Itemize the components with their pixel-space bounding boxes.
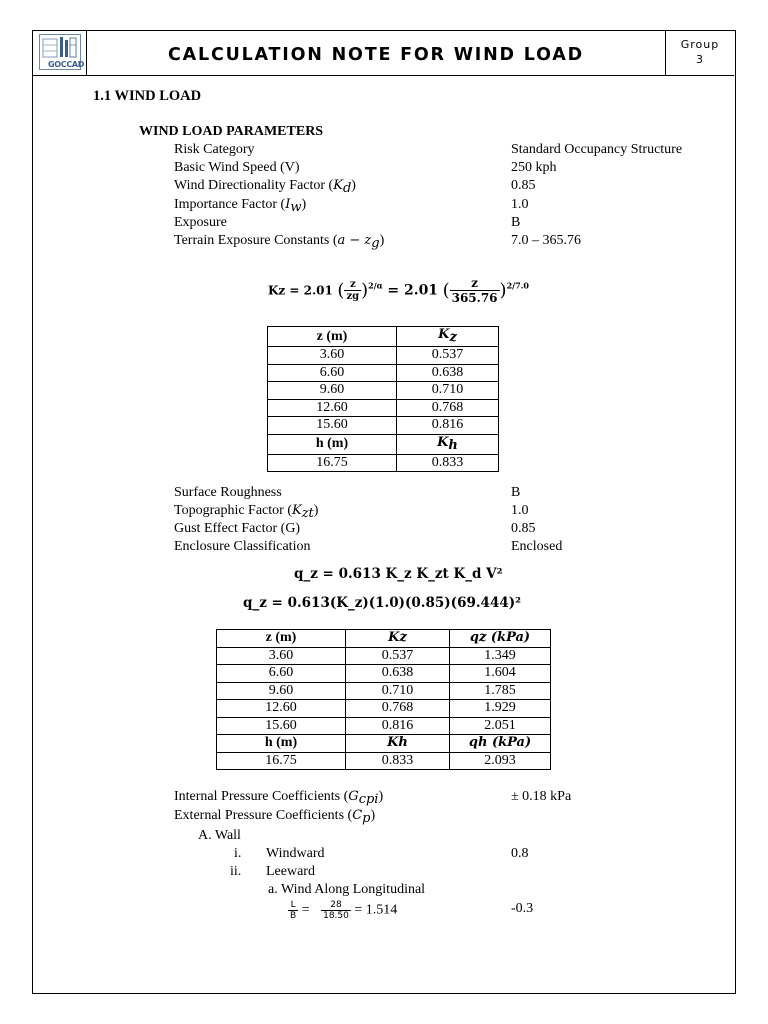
windward-label: Windward bbox=[266, 846, 325, 861]
kz-lhs: Kz = 2.01 bbox=[268, 283, 333, 298]
qz-substituted-equation: q_z = 0.613(K_z)(1.0)(0.85)(69.444)² bbox=[243, 595, 522, 611]
header-subscript: h bbox=[448, 437, 458, 453]
document-title: CALCULATION NOTE FOR WIND LOAD bbox=[168, 45, 584, 65]
table-cell: 12.60 bbox=[217, 700, 346, 718]
param-symbol: I bbox=[285, 197, 291, 212]
table-header-row bbox=[268, 434, 499, 454]
param-label-text: Topographic Factor ( bbox=[174, 503, 292, 518]
header-cell: z (m) bbox=[268, 327, 397, 347]
param-label: Basic Wind Speed (V) bbox=[174, 160, 300, 175]
table-cell: 9.60 bbox=[217, 682, 346, 700]
table-cell: 12.60 bbox=[268, 399, 397, 417]
header-cell: h (m) bbox=[268, 434, 397, 454]
table-cell: 6.60 bbox=[268, 364, 397, 382]
paren: ) bbox=[499, 280, 507, 301]
group-number: 3 bbox=[696, 53, 704, 66]
param-value: 250 kph bbox=[511, 160, 557, 175]
wall-label: A. Wall bbox=[198, 828, 241, 843]
table-row bbox=[268, 364, 499, 382]
windward-number: i. bbox=[234, 846, 242, 861]
frac-den: 18.50 bbox=[323, 911, 349, 921]
table-cell: 3.60 bbox=[268, 347, 397, 365]
table-cell: 0.638 bbox=[397, 364, 499, 382]
header-cell bbox=[450, 735, 551, 753]
param-label: Risk Category bbox=[174, 142, 255, 157]
header-symbol: qz (kPa) bbox=[469, 630, 531, 646]
table-cell: 16.75 bbox=[217, 752, 346, 770]
param-label bbox=[174, 233, 384, 251]
table-cell: 0.816 bbox=[346, 717, 450, 735]
header-symbol: K bbox=[437, 434, 449, 450]
table-cell: 0.768 bbox=[346, 700, 450, 718]
exponent: 2/7.0 bbox=[506, 280, 529, 291]
param-close: ) bbox=[313, 503, 319, 518]
param-subscript: d bbox=[342, 181, 352, 196]
param-label: Enclosure Classification bbox=[174, 539, 311, 554]
kz-table bbox=[267, 326, 499, 472]
header-symbol: K bbox=[438, 327, 450, 342]
logo bbox=[39, 34, 85, 70]
table-row bbox=[268, 399, 499, 417]
frac-num: L bbox=[288, 900, 298, 911]
param-value: 7.0 – 365.76 bbox=[511, 233, 581, 248]
table-cell: 1.349 bbox=[450, 647, 551, 665]
label-text: External Pressure Coefficients ( bbox=[174, 808, 353, 823]
header-cell bbox=[397, 434, 499, 454]
table-cell: 0.768 bbox=[397, 399, 499, 417]
param-symbol: a − z bbox=[337, 233, 372, 248]
table-row bbox=[217, 665, 551, 683]
param-close: ) bbox=[301, 197, 307, 212]
header-cell: z (m) bbox=[217, 630, 346, 648]
table-cell: 2.051 bbox=[450, 717, 551, 735]
frac-num: 28 bbox=[321, 900, 351, 911]
param-value: 1.0 bbox=[511, 503, 529, 518]
param-symbol: G bbox=[348, 789, 359, 804]
exponent: 2/α bbox=[368, 280, 383, 291]
table-cell: 16.75 bbox=[268, 454, 397, 472]
table-cell: 0.537 bbox=[397, 347, 499, 365]
external-pressure-label: External Pressure Coefficients $(C_p)$ bbox=[174, 808, 376, 826]
param-label-text: Wind Directionality Factor ( bbox=[174, 178, 334, 193]
param-value: 0.85 bbox=[511, 178, 536, 193]
header-symbol: Kh bbox=[387, 735, 408, 751]
table-cell: 0.638 bbox=[346, 665, 450, 683]
table-cell: 1.604 bbox=[450, 665, 551, 683]
param-subscript: p bbox=[362, 811, 371, 826]
header-symbol: Kz bbox=[388, 630, 407, 646]
paren: ( bbox=[442, 280, 450, 301]
leeward-longitudinal-value: -0.3 bbox=[511, 901, 534, 916]
table-cell: 15.60 bbox=[268, 417, 397, 435]
table-row bbox=[268, 382, 499, 400]
param-label bbox=[174, 197, 306, 215]
group-cell bbox=[665, 31, 734, 75]
header-cell bbox=[450, 630, 551, 648]
leeward-number: ii. bbox=[230, 864, 242, 879]
frac-den: 365.76 bbox=[451, 291, 498, 305]
kz-equation bbox=[268, 276, 529, 305]
fraction bbox=[450, 276, 500, 305]
param-label: Surface Roughness bbox=[174, 485, 282, 500]
param-label-text: Importance Factor ( bbox=[174, 197, 286, 212]
logo-graphic-icon bbox=[40, 35, 80, 61]
wind-params-heading: WIND LOAD PARAMETERS bbox=[139, 124, 324, 139]
param-value: 1.0 bbox=[511, 197, 529, 212]
param-value: 0.85 bbox=[511, 521, 536, 536]
param-subscript: zt bbox=[301, 506, 314, 521]
table-cell: 9.60 bbox=[268, 382, 397, 400]
frac-num: z bbox=[450, 276, 500, 291]
windward-value: 0.8 bbox=[511, 846, 529, 861]
param-symbol: C bbox=[352, 808, 363, 823]
page-frame bbox=[32, 30, 736, 994]
header-cell: h (m) bbox=[217, 735, 346, 753]
qz-equation: q_z = 0.613 K_z K_zt K_d V² bbox=[294, 566, 503, 582]
ratio-result: = 1.514 bbox=[354, 902, 398, 918]
internal-pressure-value: ± 0.18 kPa bbox=[511, 789, 572, 804]
table-row bbox=[268, 454, 499, 472]
table-row bbox=[268, 347, 499, 365]
param-value: B bbox=[511, 485, 521, 500]
param-subscript: g bbox=[371, 236, 380, 251]
kz-mid: = 2.01 bbox=[387, 282, 439, 299]
table-cell: 0.537 bbox=[346, 647, 450, 665]
table-row bbox=[217, 752, 551, 770]
param-label bbox=[174, 503, 318, 521]
section-heading: 1.1 WIND LOAD bbox=[93, 88, 202, 104]
table-cell: 3.60 bbox=[217, 647, 346, 665]
table-row bbox=[217, 647, 551, 665]
header-cell bbox=[346, 735, 450, 753]
frac-den: zg bbox=[346, 291, 360, 302]
qz-table bbox=[216, 629, 551, 770]
table-header-row bbox=[217, 735, 551, 753]
header-subscript: z bbox=[449, 330, 457, 345]
param-label-text: Terrain Exposure Constants ( bbox=[174, 233, 338, 248]
header bbox=[33, 31, 734, 76]
param-symbol: K bbox=[291, 503, 302, 518]
param-subscript: w bbox=[290, 200, 302, 215]
paren: ( bbox=[337, 280, 345, 301]
logo-text: GOCCAD bbox=[48, 60, 85, 69]
param-label: Exposure bbox=[174, 215, 227, 230]
header-symbol: qh (kPa) bbox=[468, 735, 532, 751]
table-header-row bbox=[268, 327, 499, 347]
table-cell: 1.929 bbox=[450, 700, 551, 718]
header-cell bbox=[346, 630, 450, 648]
param-symbol: K bbox=[333, 178, 343, 193]
param-value: Enclosed bbox=[511, 539, 563, 554]
paren: ) bbox=[361, 280, 369, 301]
header-cell bbox=[397, 327, 499, 347]
fraction bbox=[288, 900, 298, 921]
along-longitudinal-label: a. Wind Along Longitudinal bbox=[268, 882, 426, 897]
lb-ratio bbox=[288, 900, 397, 921]
fraction bbox=[344, 279, 361, 302]
table-cell: 1.785 bbox=[450, 682, 551, 700]
table-cell: 6.60 bbox=[217, 665, 346, 683]
table-row bbox=[217, 717, 551, 735]
param-label: Gust Effect Factor (G) bbox=[174, 521, 301, 536]
param-value: Standard Occupancy Structure bbox=[511, 142, 683, 157]
table-cell: 15.60 bbox=[217, 717, 346, 735]
param-close: ) bbox=[379, 233, 385, 248]
logo-cell bbox=[33, 31, 87, 75]
table-cell: 0.816 bbox=[397, 417, 499, 435]
table-row bbox=[268, 417, 499, 435]
internal-pressure-label: Internal Pressure Coefficients $(G_{cpi})$ bbox=[174, 789, 384, 807]
table-cell: 0.833 bbox=[346, 752, 450, 770]
param-label bbox=[174, 178, 356, 196]
frac-den: B bbox=[290, 911, 297, 921]
equals: = bbox=[301, 902, 310, 918]
param-close: ) bbox=[351, 178, 356, 193]
table-cell: 0.710 bbox=[397, 382, 499, 400]
table-cell: 2.093 bbox=[450, 752, 551, 770]
table-cell: 0.833 bbox=[397, 454, 499, 472]
table-header-row bbox=[217, 630, 551, 648]
group-label: Group bbox=[680, 38, 720, 51]
fraction bbox=[321, 900, 351, 921]
table-row bbox=[217, 682, 551, 700]
leeward-label: Leeward bbox=[266, 864, 315, 879]
frac-num: z bbox=[344, 279, 361, 291]
label-text: Internal Pressure Coefficients ( bbox=[174, 789, 349, 804]
table-row bbox=[217, 700, 551, 718]
param-subscript: cpi bbox=[358, 792, 379, 807]
param-value: B bbox=[511, 215, 521, 230]
table-cell: 0.710 bbox=[346, 682, 450, 700]
